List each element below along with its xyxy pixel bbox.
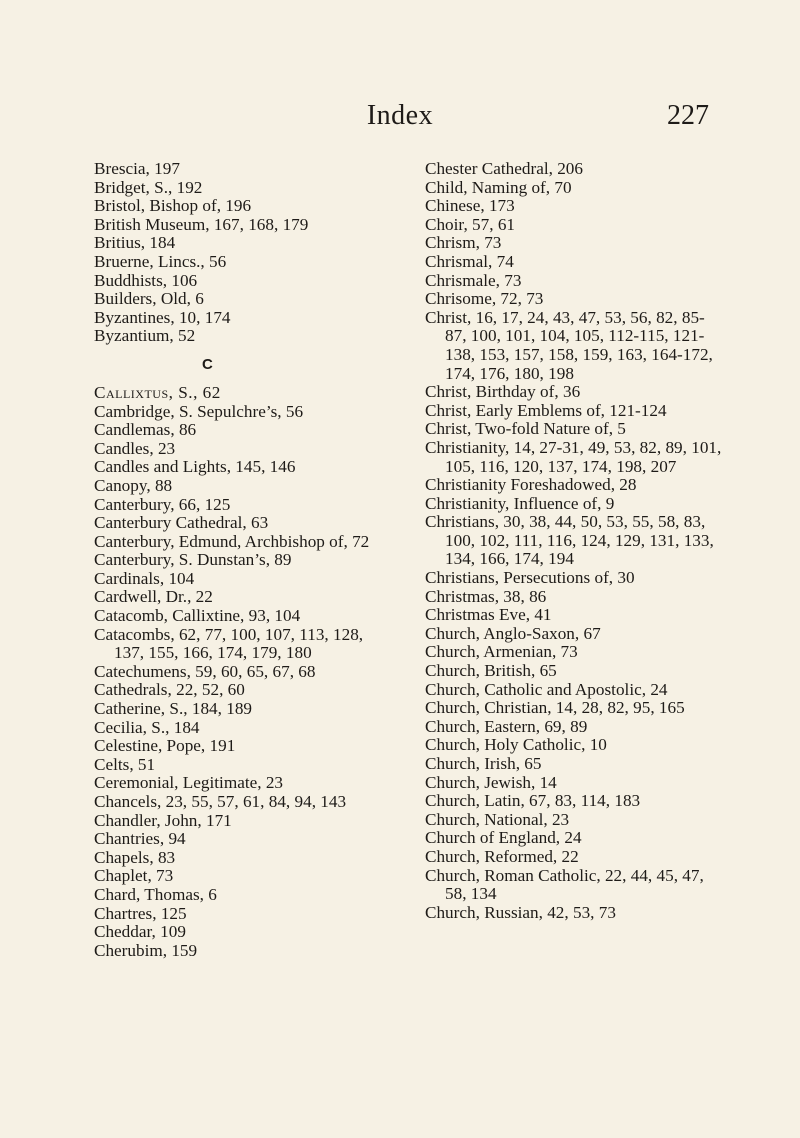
index-entry: Christ, Birthday of, 36: [425, 382, 581, 402]
index-entry: Chapels, 83: [94, 847, 176, 867]
index-entry: Christmas Eve, 41: [425, 605, 552, 625]
entries-right-group: [425, 160, 725, 922]
page-header: [0, 100, 800, 140]
index-entry: Child, Naming of, 70: [425, 177, 572, 197]
section-letter-c: C: [202, 355, 213, 373]
index-entry: Celts, 51: [94, 754, 156, 774]
index-entry: Church, Irish, 65: [425, 754, 542, 773]
index-entry: Candlemas, 86: [94, 420, 197, 440]
page-title: Index: [366, 100, 434, 131]
index-entry: Celestine, Pope, 191: [94, 736, 236, 756]
index-entry: Callixtus, S., 62: [94, 382, 221, 402]
index-entry: Catherine, S., 184, 189: [94, 699, 253, 719]
index-entry: Chrismale, 73: [425, 270, 522, 290]
index-entry: Christ, 16, 17, 24, 43, 47, 53, 56, 82, 85-87, 100, 101, 104, 105, 112-115, 121-138, 153, 157, 158, 159, 163, 164-172, 174, 176, 180, 198: [425, 307, 713, 383]
index-entry: Chinese, 173: [425, 196, 515, 216]
index-entry: Chard, Thomas, 6: [94, 884, 217, 904]
index-entry: Church of England, 24: [425, 828, 582, 848]
index-entry: Cathedrals, 22, 52, 60: [94, 680, 245, 700]
index-entry: Bruerne, Lincs., 56: [94, 251, 227, 271]
index-entry: Chancels, 23, 55, 57, 61, 84, 94, 143: [94, 792, 347, 811]
index-entry: Canterbury, S. Dunstan’s, 89: [94, 550, 292, 570]
index-entry: Ceremonial, Legitimate, 23: [94, 773, 284, 793]
index-entry: Cardwell, Dr., 22: [94, 587, 213, 607]
index-entry: Church, Catholic and Apostolic, 24: [425, 679, 668, 699]
index-entry: Chrisome, 72, 73: [425, 289, 544, 309]
index-entry: Chester Cathedral, 206: [425, 159, 583, 178]
index-entry: Church, Armenian, 73: [425, 642, 578, 662]
right-column: [425, 160, 725, 922]
index-entry: Brescia, 197: [94, 159, 180, 178]
index-entry: Church, Holy Catholic, 10: [425, 735, 607, 755]
index-entry: Builders, Old, 6: [94, 289, 204, 309]
index-entry: Chantries, 94: [94, 829, 186, 849]
index-entry: Church, British, 65: [425, 661, 557, 681]
index-entry: Church, Russian, 42, 53, 73: [425, 902, 616, 922]
index-entry: Christianity, Influence of, 9: [425, 493, 615, 513]
left-column: [94, 160, 394, 960]
index-entry: Christianity, 14, 27-31, 49, 53, 82, 89, 101, 105, 116, 120, 137, 174, 198, 207: [425, 437, 722, 476]
index-entry: Church, Christian, 14, 28, 82, 95, 165: [425, 698, 685, 718]
index-entry: Church, Anglo-Saxon, 67: [425, 623, 601, 643]
index-entry: Church, Jewish, 14: [425, 772, 557, 792]
index-entry: Candles and Lights, 145, 146: [94, 457, 296, 477]
index-entry: Catacombs, 62, 77, 100, 107, 113, 128, 137, 155, 166, 174, 179, 180: [94, 624, 364, 663]
index-entry: Church, Reformed, 22: [425, 846, 579, 866]
index-entry: Chaplet, 73: [94, 866, 174, 886]
index-entry: Bristol, Bishop of, 196: [94, 196, 252, 216]
index-entry: Canterbury, 66, 125: [94, 494, 231, 514]
index-entry: Christians, Persecutions of, 30: [425, 568, 635, 588]
index-entry: Canterbury, Edmund, Archbishop of, 72: [94, 531, 370, 551]
index-entry: Church, Roman Catholic, 22, 44, 45, 47, 58, 134: [425, 865, 704, 904]
index-entry: Christ, Early Emblems of, 121-124: [425, 400, 667, 420]
index-entry: Chartres, 125: [94, 903, 187, 923]
index-entry: Cambridge, S. Sepulchre’s, 56: [94, 401, 304, 421]
index-entry: Church, National, 23: [425, 809, 570, 829]
index-entry: Cheddar, 109: [94, 922, 186, 942]
index-entry: Catacomb, Callixtine, 93, 104: [94, 606, 301, 626]
index-entry: Choir, 57, 61: [425, 214, 516, 234]
index-entry: British Museum, 167, 168, 179: [94, 214, 309, 234]
index-entry: Buddhists, 106: [94, 270, 198, 290]
index-entry: Candles, 23: [94, 438, 176, 458]
index-entry: Christmas, 38, 86: [425, 586, 547, 606]
index-entry: Church, Latin, 67, 83, 114, 183: [425, 791, 641, 811]
index-entry: Byzantium, 52: [94, 326, 196, 346]
index-entry: Christians, 30, 38, 44, 50, 53, 55, 58, 83, 100, 102, 111, 116, 124, 129, 131, 133, 134, 166, 174, 194: [425, 512, 714, 569]
index-entry: Cherubim, 159: [94, 940, 198, 960]
index-entry: Canopy, 88: [94, 475, 173, 495]
index-entry: Chrismal, 74: [425, 251, 514, 271]
entries-c-group: [94, 403, 394, 961]
index-entry: Church, Eastern, 69, 89: [425, 716, 588, 736]
index-entry: Cardinals, 104: [94, 568, 195, 588]
index-entry: Britius, 184: [94, 233, 176, 253]
index-entry: Christianity Foreshadowed, 28: [425, 475, 637, 495]
index-entry: Canterbury Cathedral, 63: [94, 513, 269, 533]
index-entry: Bridget, S., 192: [94, 177, 203, 197]
index-entry: Catechumens, 59, 60, 65, 67, 68: [94, 661, 316, 681]
index-entry: Cecilia, S., 184: [94, 717, 200, 737]
page-number: 227: [667, 100, 709, 131]
entries-b-group: [94, 160, 394, 346]
index-entry: Byzantines, 10, 174: [94, 307, 231, 327]
index-entry: Chandler, John, 171: [94, 810, 232, 830]
index-entry: Chrism, 73: [425, 233, 502, 253]
index-entry: Christ, Two-fold Nature of, 5: [425, 419, 626, 439]
